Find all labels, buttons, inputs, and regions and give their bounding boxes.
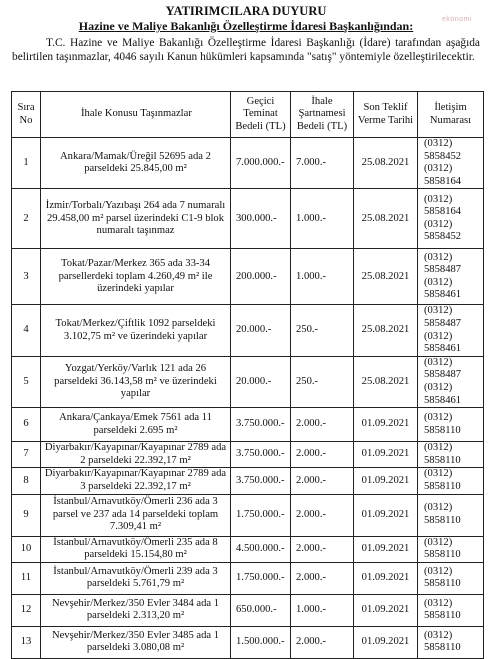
cell-spec: 1.000.-: [291, 189, 354, 249]
cell-subject: Tokat/Pazar/Merkez 365 ada 33-34 parsellerdeki toplam 4.260,49 m² ile üzerindeki yapılar: [41, 249, 231, 305]
cell-spec: 2.000.-: [291, 536, 354, 562]
cell-no: 3: [12, 249, 41, 305]
cell-subject: İstanbul/Arnavutköy/Ömerli 236 ada 3 parsel ve 237 ada 14 parseldeki toplam 7.309,41 m²: [41, 494, 231, 536]
table-row: [12, 536, 484, 562]
cell-subject: Diyarbakır/Kayapınar/Kayapınar 2789 ada 2 parseldeki 22.392,17 m²: [41, 442, 231, 468]
table-row: [12, 468, 484, 494]
cell-spec: 1.000.-: [291, 594, 354, 626]
phone-number: (0312) 5858110: [424, 597, 461, 622]
cell-spec: 7.000.-: [291, 138, 354, 189]
cell-deposit: 3.750.000.-: [231, 442, 291, 468]
cell-deposit: 200.000.-: [231, 249, 291, 305]
cell-no: 1: [12, 138, 41, 189]
phone-number: (0312) 5858110: [424, 412, 461, 436]
cell-tel: [418, 356, 484, 407]
cell-date: 25.08.2021: [354, 356, 418, 407]
cell-spec: 250.-: [291, 305, 354, 356]
cell-no: 10: [12, 536, 41, 562]
cell-subject: Ankara/Mamak/Üreğil 52695 ada 2 parseldeki 25.845,00 m²: [41, 138, 231, 189]
cell-date: 01.09.2021: [354, 494, 418, 536]
table-row: [12, 249, 484, 305]
cell-spec: 2.000.-: [291, 442, 354, 468]
cell-spec: 2.000.-: [291, 562, 354, 594]
cell-no: 5: [12, 356, 41, 407]
cell-date: 25.08.2021: [354, 249, 418, 305]
phone-number: (0312) 5858110: [424, 565, 461, 590]
cell-date: 01.09.2021: [354, 594, 418, 626]
cell-tel: [418, 305, 484, 356]
cell-spec: 250.-: [291, 356, 354, 407]
cell-deposit: 3.750.000.-: [231, 408, 291, 442]
table-row: [12, 626, 484, 658]
cell-deposit: 4.500.000.-: [231, 536, 291, 562]
cell-date: 25.08.2021: [354, 305, 418, 356]
table-row: [12, 189, 484, 249]
watermark-text: ekonomi: [442, 16, 472, 23]
cell-subject: Tokat/Merkez/Çiftlik 1092 parseldeki 3.102,75 m² ve üzerindeki yapılar: [41, 305, 231, 356]
phone-number: (0312) 5858487: [424, 251, 462, 276]
cell-spec: 2.000.-: [291, 494, 354, 536]
cell-tel: [418, 594, 484, 626]
cell-no: 2: [12, 189, 41, 249]
cell-deposit: 1.750.000.-: [231, 494, 291, 536]
col-header-no: Sıra No: [12, 92, 41, 138]
cell-date: 01.09.2021: [354, 536, 418, 562]
phone-number: (0312) 5858164: [424, 163, 462, 187]
notice-intro: T.C. Hazine ve Maliye Bakanlığı Özelleştirme İdaresi Başkanlığı (İdare) tarafından aşağıda belirtilen taşınmazlar, 4046 sayılı Kanun hükümleri kapsamında "satış" yöntemiyle özelleştirilecektir.: [12, 37, 480, 63]
table-row: [12, 138, 484, 189]
phone-number: (0312) 5858110: [424, 536, 461, 561]
cell-date: 25.08.2021: [354, 189, 418, 249]
cell-deposit: 1.500.000.-: [231, 626, 291, 658]
table-body: [12, 138, 484, 659]
cell-subject: İstanbul/Arnavutköy/Ömerli 235 ada 8 parseldeki 15.154,80 m²: [41, 536, 231, 562]
cell-date: 01.09.2021: [354, 626, 418, 658]
cell-tel: [418, 494, 484, 536]
cell-deposit: 300.000.-: [231, 189, 291, 249]
cell-deposit: 7.000.000.-: [231, 138, 291, 189]
cell-deposit: 3.750.000.-: [231, 468, 291, 494]
col-header-spec: İhale Şartnamesi Bedeli (TL): [291, 92, 354, 138]
phone-number: (0312) 5858110: [424, 502, 461, 526]
cell-tel: [418, 189, 484, 249]
col-header-tel: İletişim Numarası: [418, 92, 484, 138]
phone-number: (0312) 5858487: [424, 356, 462, 381]
col-header-date: Son Teklif Verme Tarihi: [354, 92, 418, 138]
cell-date: 01.09.2021: [354, 468, 418, 494]
cell-date: 01.09.2021: [354, 442, 418, 468]
cell-date: 25.08.2021: [354, 138, 418, 189]
cell-spec: 2.000.-: [291, 408, 354, 442]
cell-date: 01.09.2021: [354, 562, 418, 594]
cell-subject: Diyarbakır/Kayapınar/Kayapınar 2789 ada 3 parseldeki 22.392,17 m²: [41, 468, 231, 494]
cell-no: 4: [12, 305, 41, 356]
cell-deposit: 20.000.-: [231, 305, 291, 356]
cell-subject: Yozgat/Yerköy/Varlık 121 ada 26 parseldeki 36.143,58 m² ve üzerindeki yapılar: [41, 356, 231, 407]
cell-deposit: 20.000.-: [231, 356, 291, 407]
cell-subject: Nevşehir/Merkez/350 Evler 3484 ada 1 parseldeki 2.313,20 m²: [41, 594, 231, 626]
phone-number: (0312) 5858452: [424, 218, 462, 243]
table-row: [12, 594, 484, 626]
col-header-subject: İhale Konusu Taşınmazlar: [41, 92, 231, 138]
phone-number: (0312) 5858461: [424, 276, 462, 301]
col-header-deposit: Geçici Teminat Bedeli (TL): [231, 92, 291, 138]
phone-number: (0312) 5858110: [424, 442, 461, 466]
phone-number: (0312) 5858164: [424, 193, 462, 218]
cell-no: 12: [12, 594, 41, 626]
table-row: [12, 408, 484, 442]
cell-tel: [418, 562, 484, 594]
cell-no: 7: [12, 442, 41, 468]
cell-tel: [418, 536, 484, 562]
phone-number: (0312) 5858110: [424, 629, 461, 654]
notice-subtitle: Hazine ve Maliye Bakanlığı Özelleştirme İdaresi Başkanlığından:: [78, 19, 414, 33]
cell-no: 13: [12, 626, 41, 658]
cell-tel: [418, 249, 484, 305]
table-row: [12, 356, 484, 407]
cell-spec: 1.000.-: [291, 249, 354, 305]
table-row: [12, 494, 484, 536]
table-row: [12, 562, 484, 594]
phone-number: (0312) 5858110: [424, 468, 461, 492]
cell-subject: İzmir/Torbalı/Yazıbaşı 264 ada 7 numaralı 29.458,00 m² parsel üzerindeki C1-9 blok numaralı taşınmaz: [41, 189, 231, 249]
phone-number: (0312) 5858487: [424, 305, 462, 329]
cell-no: 11: [12, 562, 41, 594]
cell-subject: Ankara/Çankaya/Emek 7561 ada 11 parseldeki 2.695 m²: [41, 408, 231, 442]
property-table: [11, 91, 484, 659]
cell-subject: Nevşehir/Merkez/350 Evler 3485 ada 1 parseldeki 3.080,08 m²: [41, 626, 231, 658]
table-row: [12, 442, 484, 468]
cell-tel: [418, 468, 484, 494]
phone-number: (0312) 5858461: [424, 330, 462, 355]
cell-no: 8: [12, 468, 41, 494]
cell-tel: [418, 408, 484, 442]
cell-deposit: 650.000.-: [231, 594, 291, 626]
phone-number: (0312) 5858461: [424, 381, 462, 406]
cell-tel: [418, 138, 484, 189]
cell-tel: [418, 626, 484, 658]
cell-spec: 2.000.-: [291, 468, 354, 494]
cell-no: 9: [12, 494, 41, 536]
cell-spec: 2.000.-: [291, 626, 354, 658]
cell-deposit: 1.750.000.-: [231, 562, 291, 594]
phone-number: (0312) 5858452: [424, 138, 462, 162]
table-row: [12, 305, 484, 356]
cell-no: 6: [12, 408, 41, 442]
table-header-row: [12, 92, 484, 138]
cell-subject: İstanbul/Arnavutköy/Ömerli 239 ada 3 parseldeki 5.761,79 m²: [41, 562, 231, 594]
cell-tel: [418, 442, 484, 468]
cell-date: 01.09.2021: [354, 408, 418, 442]
notice-title: YATIRIMCILARA DUYURU: [165, 4, 327, 18]
